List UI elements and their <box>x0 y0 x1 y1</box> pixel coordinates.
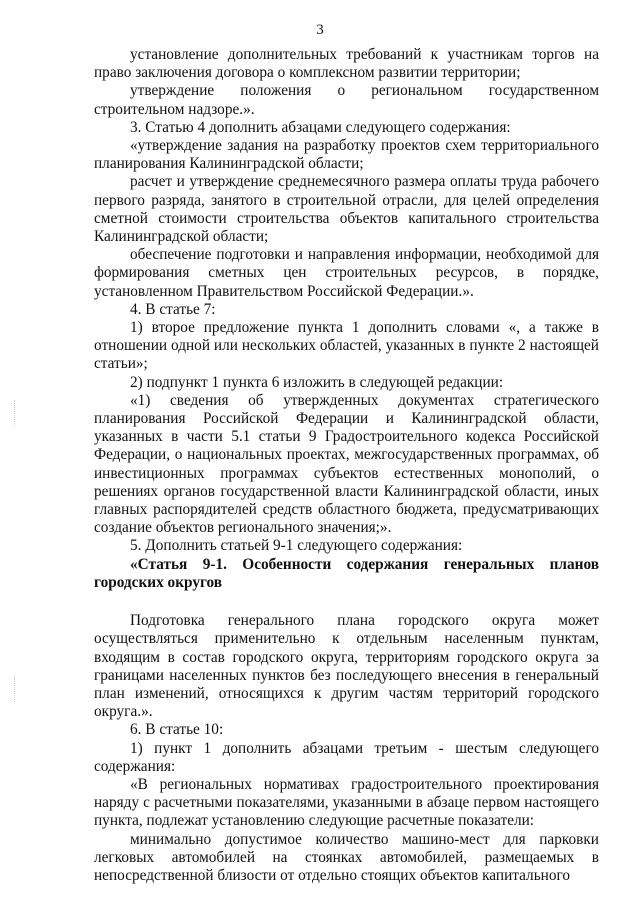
paragraph: «утверждение задания на разработку проектов схем территориального планирования Калининградской области; <box>94 137 599 173</box>
paragraph: минимально допустимое количество машино-мест для парковки легковых автомобилей на стоянках автомобилей, размещаемых в непосредственной близости от отдельно стоящих объектов капитального <box>94 830 599 884</box>
paragraph: установление дополнительных требований к участникам торгов на право заключения договора о комплексном развитии территории; <box>94 46 599 82</box>
margin-mark <box>14 676 17 702</box>
paragraph: 1) второе предложение пункта 1 дополнить словами «, а также в отношении одной или нескольких областей, указанных в пункте 2 настоящей статьи»; <box>94 319 599 373</box>
paragraph: 6. В статье 10: <box>130 721 224 739</box>
page-number: 3 <box>316 22 324 38</box>
article-heading: «Статья 9-1. Особенности содержания генеральных планов городских округов <box>94 555 599 591</box>
paragraph: «В региональных нормативах градостроительного проектирования наряду с расчетными показателями, указанными в абзаце первом настоящего пункта, подлежат установлению следующие расчетные показатели: <box>94 775 599 830</box>
paragraph: Подготовка генерального плана городского округа может осуществляться применительно к отдельным населенным пунктам, входящим в состав городского округа, территориям городского округа за границами населенных пунктов без последующего внесения в генеральный план изменений, относящихся к другим частям территорий городского округа.». <box>94 612 599 721</box>
paragraph: 1) пункт 1 дополнить абзацами третьим - шестым следующего содержания: <box>94 739 599 775</box>
paragraph: 2) подпункт 1 пункта 6 изложить в следующей редакции: <box>130 373 504 391</box>
paragraph: 5. Дополнить статьей 9-1 следующего содержания: <box>130 537 463 555</box>
paragraph: утверждение положения о региональном государственном строительном надзоре.». <box>94 82 599 118</box>
spacer <box>94 592 599 612</box>
margin-mark <box>14 400 17 426</box>
paragraph: расчет и утверждение среднемесячного размера оплаты труда рабочего первого разряда, занятого в строительной отрасли, для целей определения сметной стоимости строительства объектов капитального строительства Калининградской области; <box>94 173 599 246</box>
paragraph: 4. В статье 7: <box>130 300 216 318</box>
paragraph: «1) сведения об утвержденных документах стратегического планирования Российской Федерации и Калининградской области, указанных в части 5.1 статьи 9 Градостроительного кодекса Российской Федерации, о национальных проектах, межгосударственных программах, об инвестиционных программах субъектов естественных монополий, о решениях органов государственной власти Калининградской области, иных главных распорядителей средств областного бюджета, предусматривающих создание объектов регионального значения;». <box>94 391 599 537</box>
document-body <box>94 46 599 885</box>
paragraph: обеспечение подготовки и направления информации, необходимой для формирования сметных цен строительных ресурсов, в порядке, установленном Правительством Российской Федерации.». <box>94 246 599 300</box>
paragraph: 3. Статью 4 дополнить абзацами следующего содержания: <box>130 118 511 136</box>
